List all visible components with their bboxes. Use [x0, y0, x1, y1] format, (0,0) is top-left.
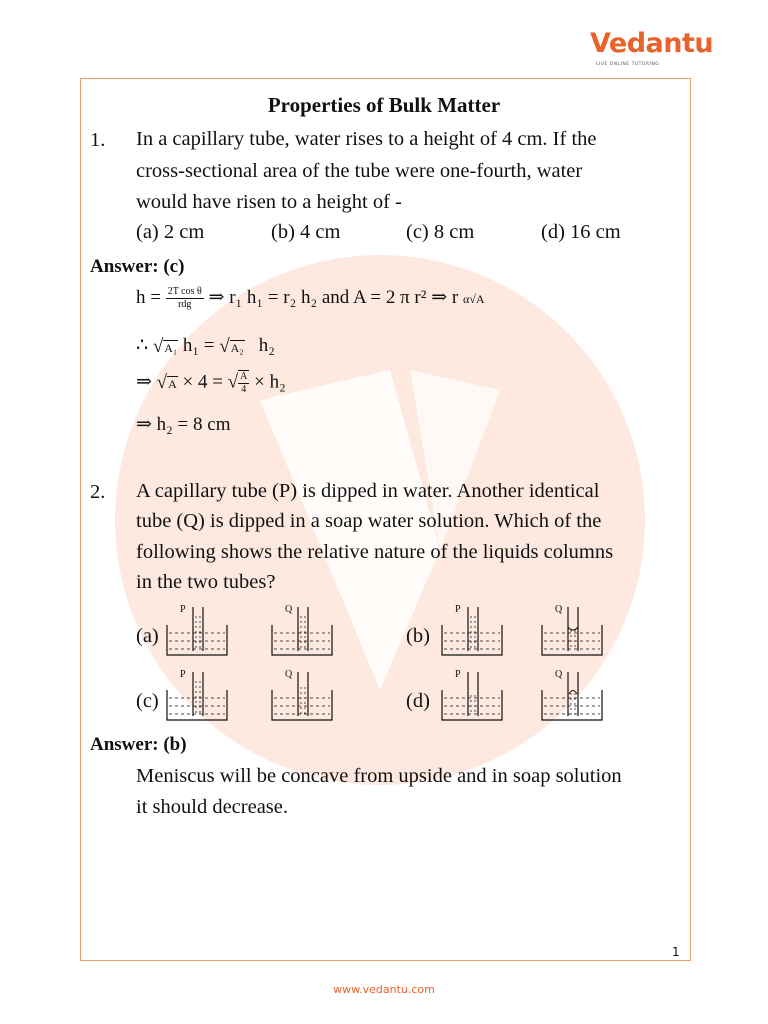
- tube-label-p: P: [180, 669, 186, 680]
- q2-number: 2.: [90, 481, 106, 503]
- capillary-diagram-q-1: [270, 603, 334, 659]
- q2-explanation-line-2: it should decrease.: [136, 796, 288, 818]
- q2-explanation-line-1: Meniscus will be concave from upside and in soap solution: [136, 765, 622, 787]
- q1-option-a: (a) 2 cm: [136, 221, 205, 243]
- tube-label-q: Q: [555, 669, 563, 680]
- q1-solution-line-3: [136, 370, 286, 396]
- therefore-symbol: ∴: [136, 335, 149, 356]
- q2-option-b: (b): [406, 625, 430, 647]
- q2-line-1: A capillary tube (P) is dipped in water. Another identical: [136, 480, 600, 502]
- q2-option-d: (d): [406, 690, 430, 712]
- fraction-capillary: [166, 286, 204, 311]
- sol-times-four: × 4 =: [182, 371, 223, 393]
- footer-website: www.vedantu.com: [333, 983, 435, 996]
- capillary-diagram-p-0: [165, 603, 229, 659]
- logo-wordmark: Vedantu: [590, 28, 714, 59]
- logo-tagline: LIVE ONLINE TUTORING: [596, 62, 660, 67]
- q1-answer: Answer: (c): [90, 256, 185, 277]
- q2-answer: Answer: (b): [90, 734, 187, 755]
- tube-label-q: Q: [285, 604, 293, 615]
- q2-option-a: (a): [136, 625, 159, 647]
- q2-option-c: (c): [136, 690, 159, 712]
- sqrt-a1: √A₁: [152, 335, 178, 357]
- tube-label-p: P: [455, 669, 461, 680]
- tube-label-q: Q: [285, 669, 293, 680]
- q1-solution-line-2: [136, 334, 275, 358]
- page-number: 1: [672, 945, 680, 959]
- q1-option-d: (d) 16 cm: [541, 221, 621, 243]
- q2-line-4: in the two tubes?: [136, 571, 276, 593]
- frac-denominator: rdg: [178, 299, 192, 311]
- sol-relations: ⇒ r₁ h₁ = r₂ h₂ and A = 2 π r² ⇒ r: [208, 287, 459, 308]
- q1-solution-line-4: ⇒ h₂ = 8 cm: [136, 414, 231, 435]
- capillary-diagram-p-6: [440, 668, 504, 724]
- vedantu-logo: [590, 28, 714, 72]
- sqrt-a-over-4: √ $\frac{A}{4}$: [227, 371, 248, 395]
- capillary-diagram-q-7: [540, 668, 604, 724]
- sol-h2: h₂: [258, 335, 275, 356]
- q1-option-c: (c) 8 cm: [406, 221, 475, 243]
- q1-number: 1.: [90, 129, 106, 151]
- sol-times-h2: × h₂: [254, 371, 286, 393]
- frac-numerator: 2T cos θ: [167, 286, 202, 298]
- q1-solution-line-1: [136, 286, 485, 311]
- sol-proportional: α√A: [462, 292, 485, 306]
- capillary-diagram-p-4: [165, 668, 229, 724]
- q2-line-2: tube (Q) is dipped in a soap water solution. Which of the: [136, 510, 602, 532]
- capillary-diagram-p-2: [440, 603, 504, 659]
- implies-arrow: ⇒: [136, 371, 152, 393]
- capillary-diagram-q-3: [540, 603, 604, 659]
- q1-line-3: would have risen to a height of -: [136, 191, 402, 213]
- q1-line-2: cross-sectional area of the tube were one-fourth, water: [136, 160, 583, 182]
- tube-label-p: P: [455, 604, 461, 615]
- sol-h-equals: h =: [136, 287, 166, 308]
- tube-label-p: P: [180, 604, 186, 615]
- q1-line-1: In a capillary tube, water rises to a height of 4 cm. If the: [136, 128, 597, 150]
- sqrt-a2: √A₂: [219, 335, 244, 357]
- capillary-diagram-q-5: [270, 668, 334, 724]
- sol-h1-equals: h₁ =: [182, 335, 215, 356]
- tube-label-q: Q: [555, 604, 563, 615]
- page-title: Properties of Bulk Matter: [267, 93, 501, 117]
- sqrt-a: √A: [156, 372, 177, 393]
- q2-line-3: following shows the relative nature of the liquids columns: [136, 541, 614, 563]
- q1-option-b: (b) 4 cm: [271, 221, 341, 243]
